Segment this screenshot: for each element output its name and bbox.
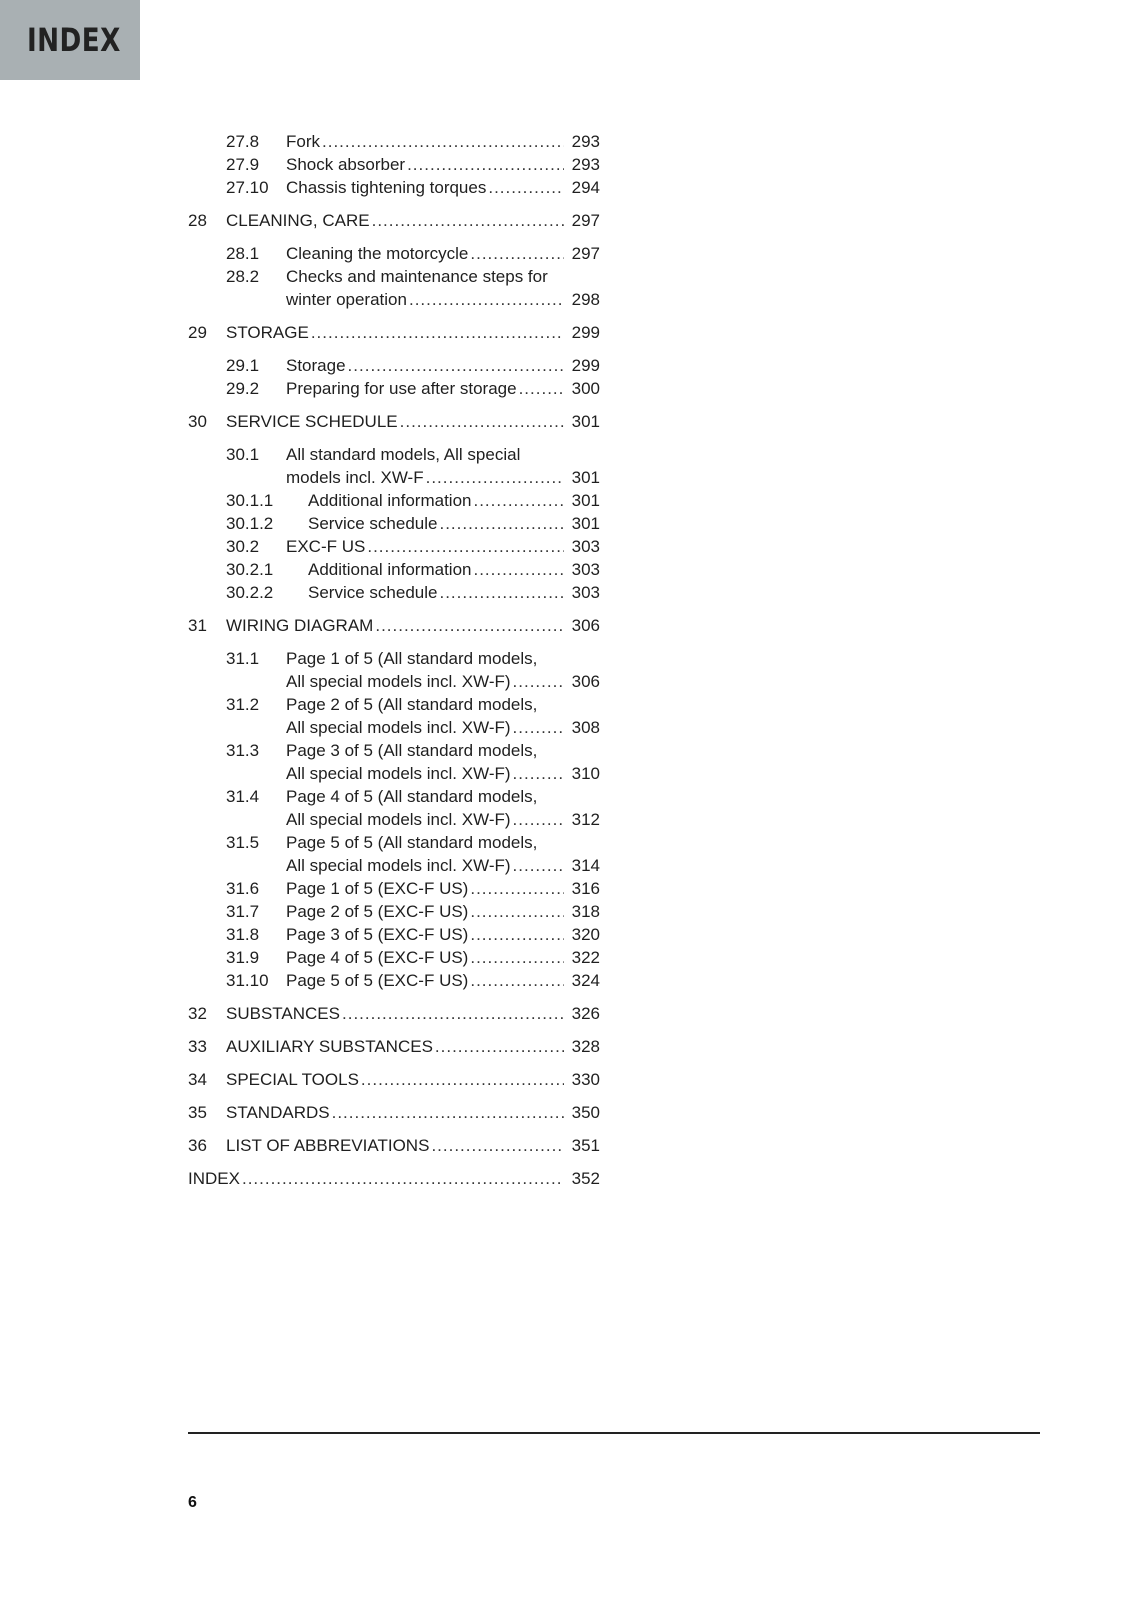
dot-leader	[431, 1134, 564, 1157]
toc-entry-title-line: STANDARDS	[226, 1103, 330, 1122]
toc-entry-page: 300	[571, 379, 600, 398]
toc-entry-title	[308, 558, 600, 581]
toc-entry-title	[286, 693, 600, 739]
toc-entry-title	[226, 410, 600, 433]
toc-entry-page: 299	[571, 356, 600, 375]
toc-entry-title	[226, 1002, 600, 1025]
toc-entry[interactable]	[188, 1101, 600, 1124]
dot-leader	[322, 130, 564, 153]
toc-entry-title	[226, 1101, 600, 1124]
toc-entry-number: 31.1	[226, 649, 260, 668]
toc-entry-title	[308, 512, 600, 535]
toc-entry-title	[286, 443, 600, 489]
dot-leader	[409, 288, 564, 311]
toc-entry[interactable]	[188, 242, 600, 265]
toc-entry-page: 299	[571, 323, 600, 342]
toc-entry-number: 31.8	[226, 925, 260, 944]
toc-entry-page: 303	[571, 537, 600, 556]
toc-entry-number: 32	[188, 1004, 207, 1023]
dot-leader	[513, 808, 564, 831]
toc-entry-title	[226, 321, 600, 344]
toc-entry-page: 303	[571, 560, 600, 579]
dot-leader	[435, 1035, 564, 1058]
dot-leader	[470, 923, 564, 946]
toc-entry-title-line: All special models incl. XW-F)	[286, 856, 511, 875]
toc-entry[interactable]	[188, 1035, 600, 1058]
toc-entry-number: 31.9	[226, 948, 260, 967]
toc-entry-number: 31	[188, 616, 207, 635]
toc-entry[interactable]	[188, 1134, 600, 1157]
toc-entry[interactable]	[188, 176, 600, 199]
toc-entry-title	[286, 377, 600, 400]
toc-entry-title	[226, 209, 600, 232]
toc-entry-page: 352	[571, 1169, 600, 1188]
toc-entry-number: 31.5	[226, 833, 260, 852]
toc-entry-title-line: EXC-F US	[286, 537, 366, 556]
toc-entry-title	[286, 946, 600, 969]
toc-entry[interactable]	[188, 581, 600, 604]
toc-entry-number: 27.8	[226, 132, 260, 151]
toc-entry-title	[286, 969, 600, 992]
toc-entry-page: 310	[571, 764, 600, 783]
toc-entry-number: 31.3	[226, 741, 260, 760]
dot-leader	[400, 410, 564, 433]
toc-entry-number: 27.9	[226, 155, 260, 174]
toc-entry-number: 35	[188, 1103, 207, 1122]
toc-entry-title-line: STORAGE	[226, 323, 309, 342]
dot-leader	[470, 946, 564, 969]
toc-entry[interactable]	[188, 1068, 600, 1091]
page-number: 6	[188, 1494, 197, 1511]
toc-entry-number: 31.7	[226, 902, 260, 921]
toc-entry-title	[226, 614, 600, 637]
toc-entry-title-line: WIRING DIAGRAM	[226, 616, 374, 635]
toc-entry-title-line: Service schedule	[308, 514, 438, 533]
toc-entry-page: 293	[571, 132, 600, 151]
dot-leader	[513, 716, 564, 739]
toc-entry-number: 30.1.2	[226, 514, 274, 533]
toc-entry-title-line: Page 5 of 5 (All standard models,	[286, 833, 538, 852]
toc-entry-page: 322	[571, 948, 600, 967]
toc-entry-title	[226, 1068, 600, 1091]
toc-entry-page: 312	[571, 810, 600, 829]
dot-leader	[470, 877, 564, 900]
table-of-contents	[188, 130, 600, 1190]
dot-leader	[470, 242, 564, 265]
toc-entry-number: 27.10	[226, 178, 269, 197]
dot-leader	[361, 1068, 564, 1091]
toc-entry[interactable]	[188, 354, 600, 377]
toc-entry-page: 294	[571, 178, 600, 197]
toc-entry-title-line: AUXILIARY SUBSTANCES	[226, 1037, 433, 1056]
toc-entry-number: 30.1.1	[226, 491, 274, 510]
dot-leader	[348, 354, 564, 377]
dot-leader	[470, 969, 564, 992]
toc-entry-page: 301	[571, 514, 600, 533]
toc-entry-title-line: Page 4 of 5 (EXC-F US)	[286, 948, 469, 967]
toc-entry-page: 350	[571, 1103, 600, 1122]
dot-leader	[513, 854, 564, 877]
toc-entry-page: 314	[571, 856, 600, 875]
dot-leader	[473, 489, 564, 512]
toc-entry-title	[286, 265, 600, 311]
toc-entry-page: 326	[571, 1004, 600, 1023]
toc-entry[interactable]	[188, 647, 600, 693]
toc-entry[interactable]	[188, 1167, 600, 1190]
toc-entry[interactable]	[188, 969, 600, 992]
toc-entry-title-line: LIST OF ABBREVIATIONS	[226, 1136, 430, 1155]
section-tab	[0, 0, 140, 80]
toc-entry[interactable]	[188, 410, 600, 433]
toc-entry-page: 328	[571, 1037, 600, 1056]
toc-entry-title-line: models incl. XW-F	[286, 468, 424, 487]
toc-entry-page: 351	[571, 1136, 600, 1155]
dot-leader	[407, 153, 564, 176]
toc-entry-title	[286, 242, 600, 265]
toc-entry-title	[286, 354, 600, 377]
toc-entry-title-line: Preparing for use after storage	[286, 379, 517, 398]
toc-entry[interactable]	[188, 153, 600, 176]
toc-entry-title	[286, 647, 600, 693]
toc-entry-title	[188, 1167, 600, 1190]
toc-entry-number: 31.10	[226, 971, 269, 990]
toc-entry-number: 28.2	[226, 267, 260, 286]
toc-entry-title	[286, 153, 600, 176]
toc-entry-number: 30.2.2	[226, 583, 274, 602]
toc-entry-title-line: INDEX	[188, 1169, 240, 1188]
toc-entry-title-line: All special models incl. XW-F)	[286, 718, 511, 737]
dot-leader	[375, 614, 564, 637]
toc-entry-number: 36	[188, 1136, 207, 1155]
toc-entry-title-line: Additional information	[308, 560, 472, 579]
toc-entry-number: 30.2.1	[226, 560, 274, 579]
toc-entry-title	[286, 900, 600, 923]
toc-entry[interactable]	[188, 130, 600, 153]
toc-entry[interactable]	[188, 209, 600, 232]
toc-entry-number: 30	[188, 412, 207, 431]
toc-entry-title-line: Page 1 of 5 (EXC-F US)	[286, 879, 469, 898]
toc-entry-page: 297	[571, 244, 600, 263]
toc-entry[interactable]	[188, 900, 600, 923]
toc-entry-title	[308, 581, 600, 604]
toc-entry[interactable]	[188, 377, 600, 400]
toc-entry-number: 31.6	[226, 879, 260, 898]
dot-leader	[311, 321, 564, 344]
toc-entry-number: 29	[188, 323, 207, 342]
toc-entry-title-line: All special models incl. XW-F)	[286, 672, 511, 691]
toc-entry-page: 306	[571, 672, 600, 691]
toc-entry[interactable]	[188, 321, 600, 344]
dot-leader	[342, 1002, 564, 1025]
toc-entry-title-line: Chassis tightening torques	[286, 178, 487, 197]
dot-leader	[367, 535, 564, 558]
toc-entry-title	[226, 1035, 600, 1058]
toc-entry-title	[286, 130, 600, 153]
dot-leader	[488, 176, 564, 199]
toc-entry-number: 29.1	[226, 356, 260, 375]
toc-entry[interactable]	[188, 739, 600, 785]
toc-entry-number: 30.1	[226, 445, 260, 464]
toc-entry[interactable]	[188, 877, 600, 900]
dot-leader	[372, 209, 564, 232]
toc-entry-title-line: SUBSTANCES	[226, 1004, 340, 1023]
toc-entry[interactable]	[188, 831, 600, 877]
toc-entry[interactable]	[188, 614, 600, 637]
toc-entry-title	[286, 739, 600, 785]
toc-entry[interactable]	[188, 443, 600, 489]
toc-entry-number: 30.2	[226, 537, 260, 556]
footer-divider	[188, 1432, 1040, 1434]
toc-entry-number: 31.2	[226, 695, 260, 714]
toc-entry-title-line: Page 2 of 5 (All standard models,	[286, 695, 538, 714]
toc-entry[interactable]	[188, 265, 600, 311]
toc-entry-title-line: All standard models, All special	[286, 445, 521, 464]
toc-entry-page: 301	[571, 412, 600, 431]
toc-entry-number: 31.4	[226, 787, 260, 806]
dot-leader	[242, 1167, 564, 1190]
toc-entry-page: 306	[571, 616, 600, 635]
toc-entry-page: 330	[571, 1070, 600, 1089]
toc-entry-title-line: Page 3 of 5 (All standard models,	[286, 741, 538, 760]
section-tab-label: INDEX	[27, 21, 121, 59]
toc-entry-title-line: Checks and maintenance steps for	[286, 267, 548, 286]
toc-entry-title-line: Page 2 of 5 (EXC-F US)	[286, 902, 469, 921]
toc-entry-page: 318	[571, 902, 600, 921]
toc-entry-page: 298	[571, 290, 600, 309]
toc-entry-title-line: Page 5 of 5 (EXC-F US)	[286, 971, 469, 990]
toc-entry-page: 320	[571, 925, 600, 944]
toc-entry-title	[286, 535, 600, 558]
toc-entry-page: 303	[571, 583, 600, 602]
toc-entry-title	[286, 877, 600, 900]
toc-entry-title-line: Shock absorber	[286, 155, 406, 174]
dot-leader	[426, 466, 564, 489]
toc-entry-title-line: Fork	[286, 132, 320, 151]
toc-entry-title-line: Page 3 of 5 (EXC-F US)	[286, 925, 469, 944]
toc-entry-page: 293	[571, 155, 600, 174]
toc-entry-title	[286, 785, 600, 831]
toc-entry-title	[286, 831, 600, 877]
toc-entry-title-line: Cleaning the motorcycle	[286, 244, 469, 263]
toc-entry[interactable]	[188, 785, 600, 831]
toc-entry-number: 28	[188, 211, 207, 230]
toc-entry[interactable]	[188, 512, 600, 535]
toc-entry-title-line: Page 4 of 5 (All standard models,	[286, 787, 538, 806]
toc-entry-page: 301	[571, 468, 600, 487]
toc-entry[interactable]	[188, 535, 600, 558]
toc-entry-title-line: winter operation	[286, 290, 407, 309]
dot-leader	[470, 900, 564, 923]
toc-entry-page: 297	[571, 211, 600, 230]
dot-leader	[519, 377, 564, 400]
dot-leader	[332, 1101, 564, 1124]
dot-leader	[473, 558, 564, 581]
toc-entry-title	[286, 176, 600, 199]
toc-entry-page: 301	[571, 491, 600, 510]
toc-entry-title	[308, 489, 600, 512]
toc-entry[interactable]	[188, 489, 600, 512]
toc-entry[interactable]	[188, 693, 600, 739]
toc-entry-title	[286, 923, 600, 946]
toc-entry[interactable]	[188, 558, 600, 581]
toc-entry-title-line: Storage	[286, 356, 346, 375]
toc-entry-title	[226, 1134, 600, 1157]
toc-entry-page: 324	[571, 971, 600, 990]
dot-leader	[513, 762, 564, 785]
toc-entry-title-line: Additional information	[308, 491, 472, 510]
dot-leader	[513, 670, 564, 693]
toc-entry-page: 316	[571, 879, 600, 898]
toc-entry-title-line: Page 1 of 5 (All standard models,	[286, 649, 538, 668]
toc-entry-number: 33	[188, 1037, 207, 1056]
toc-entry-title-line: SERVICE SCHEDULE	[226, 412, 398, 431]
toc-entry-title-line: SPECIAL TOOLS	[226, 1070, 359, 1089]
toc-entry-number: 29.2	[226, 379, 260, 398]
toc-entry-number: 34	[188, 1070, 207, 1089]
dot-leader	[439, 512, 564, 535]
toc-entry[interactable]	[188, 946, 600, 969]
toc-entry-number: 28.1	[226, 244, 260, 263]
dot-leader	[439, 581, 564, 604]
toc-entry-title-line: Service schedule	[308, 583, 438, 602]
toc-entry-title-line: All special models incl. XW-F)	[286, 810, 511, 829]
toc-entry-title-line: All special models incl. XW-F)	[286, 764, 511, 783]
toc-entry[interactable]	[188, 1002, 600, 1025]
toc-entry-title-line: CLEANING, CARE	[226, 211, 370, 230]
toc-entry[interactable]	[188, 923, 600, 946]
toc-entry-page: 308	[571, 718, 600, 737]
